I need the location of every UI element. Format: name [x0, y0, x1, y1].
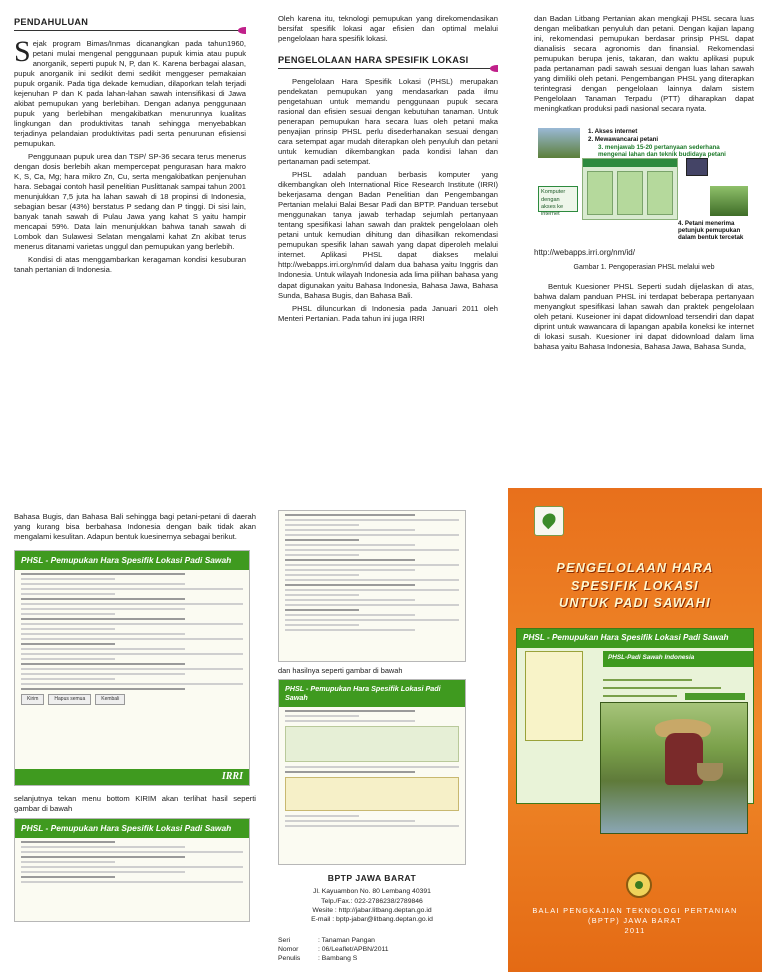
- paragraph: Bahasa Bugis, dan Bahasa Bali sehingga bagi petani-petani di daerah yang kurang bisa berbahasa Indonesia dengan baik tidak akan mengalami kesulitan. Adapun bentuk kuesinernya sebagai berikut.: [14, 512, 256, 542]
- recommendation-screenshot: PHSL - Pemupukan Hara Spesifik Lokasi Padi Sawah: [278, 679, 466, 865]
- paragraph: Kondisi di atas menggambarkan keragaman kondisi kesuburan tanah pertanian di Indonesia.: [14, 255, 246, 275]
- agency-logo-icon: [534, 506, 564, 536]
- photo-internet-icon: [538, 128, 580, 158]
- kembali-button[interactable]: Kembali: [95, 694, 125, 705]
- bottom-column-1: [14, 512, 256, 972]
- farmer-photo: [600, 702, 748, 834]
- figure-caption: Gambar 1. Pengoperasian PHSL melalui web: [573, 263, 715, 271]
- paragraph: Oleh karena itu, teknologi pemupukan yang direkomendasikan bersifat spesifik lokasi agar efisien dan optimal melalui pengelolaan hara spesifik lokasi.: [278, 14, 498, 44]
- photo-farmer-icon: [710, 186, 748, 216]
- heading-dot-icon: [238, 27, 246, 34]
- paragraph: Bentuk Kuesioner PHSL Seperti sudah dijelaskan di atas, bahwa dalam panduan PHSL ini terdapat beberapa pertanyaan menyangkut spesifikasi lahan sawah dan praktek pengelolaan oleh petani. Kuseioner ini dapat didownload tersendiri dan dapat diprint untuk wawancara di lapangan apabila koneksi ke internet di lokasi susah. Kuesioner ini dapat didownload dalam lima bahasa yaitu Bahasa Indonesia, Bahasa Jawa, Bahasa Sunda,: [534, 281, 754, 352]
- bottom-column-2: [278, 510, 466, 972]
- paragraph: Sejak program Bimas/Inmas dicanangkan pada tahun1960, petani mulai mengenal penggunaan pupuk kimia atau pupuk anorganik, seperti pupuk N, P, dan K. Karena berbagai alasan, pupuk anorganik ini sedikit demi sedikit menggeser pemakaian pupuk organik. Pada tiga dekade kemudian, dilaporkan telah terjadi kejenuhan P dan K pada lahan-lahan sawah intensifikasi di Jawa akibat pemupukan yang berlebihan. Dengan adanya penggunaan pupuk yang berlebihan mengakibatkan menurunnya kualitas lingkungan dan produktivitas tanah sehingga menyebabkan terjadinya pelandaian produktivitas padi serta penurunan efisiensi pemupukan.: [14, 35, 246, 149]
- paragraph: selanjutnya tekan menu bottom KIRIM akan terlihat hasil seperti gambar di bawah: [14, 794, 256, 814]
- paragraph: dan Badan Litbang Pertanian akan mengkaji PHSL secara luas dengan melibatkan penyuluh dan petani. Dengan kajian lapang ini, rekomendasi pemupukan berdasar prinsip PHSL dapat dianalisis secara agronomis dan finansial. Rekomendasi pemupukan berupa jenis, takaran, dan waktu aplikasi pupuk pada pertanaman padi sawah sesuai dengan luas lahan sawah yang dimiliki oleh petani. Pengembangan PHSL yang diterapkan terintegrasi dengan pengelolaan lainnya dalam sistem Pengelolaan Tanaman Terpadu (PTT) diharapkan dapat meningkatkan produksi padi nasional secara nyata.: [534, 14, 754, 114]
- contact-block: BPTP JAWA BARAT Jl. Kayuambon No. 80 Lembang 40391 Telp./Fax.: 022-2786238/2789846 Wesite : http://jabar.litbang.deptan.go.id E-mail : bptp-jabar@litbang.deptan.go.id: [278, 873, 466, 924]
- computer-icon: [686, 158, 708, 176]
- paragraph: Penggunaan pupuk urea dan TSP/ SP-36 secara terus menerus dengan dosis berlebih akan mempercepat pengurasan hara makro K, S, Ca, Mg; hara mikro Zn, Cu, serta mengakibatkan penjenuhan hara. Sebagai contoh hasil penelitian Puslittanak sampai tahun 2001 menunjukkan 7,5 juta ha lahan sawah di 18 propinsi di Indonesia, sebagian besar (43%) berstatus P sedang dan P tinggi. Di sisi lain, banyak tanah sawah di Pulau Jawa yang kahat S yaitu hampir mencapai 59%. Data lain menunjukkan bahwa tanah sawah di Lombok dan Sulawesi Selatan mengalami kahat Zn akibat terus menerus ditanami varietas unggul dan pemupukan yang berlebih.: [14, 152, 246, 252]
- org-name: BPTP JAWA BARAT: [327, 872, 417, 883]
- email-link[interactable]: E-mail : bptp-jabar@litbang.deptan.go.id: [311, 915, 433, 923]
- cover-title: PENGELOLAAN HARA SPESIFIK LOKASI UNTUK PADI SAWAHI: [556, 561, 714, 611]
- ministry-seal-icon: [626, 872, 652, 898]
- institution-name: BALAI PENGKAJIAN TEKNOLOGI PERTANIAN (BPTP) JAWA BARAT 2011: [532, 906, 738, 935]
- questionnaire-list-screenshot: [278, 510, 466, 662]
- paragraph: Pengelolaan Hara Spesifik Lokasi (PHSL) merupakan pendekatan pemupukan yang mendasarkan pada ilmu pengetahuan untuk memandu penggunaan pupuk secara rasional dan efisien sesuai dengan kebutuhan tanaman. Untuk penerapan pemupukan hara secara luas oleh petani maka penyajian prinsip PHSL perlu disederhanakan sesuai dengan cara setempat agar mudah diterapkan oleh penyuluh dan petani untuk kemudian dikembangkan pada kondisi lahan dan pertanaman padi setempat.: [278, 77, 498, 167]
- drop-cap: S: [14, 35, 31, 69]
- section-heading-pendahuluan: PENDAHULUAN: [14, 16, 246, 31]
- kirim-button[interactable]: Kirim: [21, 694, 44, 705]
- paragraph: PHSL diluncurkan di Indonesia pada Januari 2011 oleh Menteri Pertanian. Pada tahun ini juga IRRI: [278, 303, 498, 323]
- paragraph: PHSL adalah panduan berbasis komputer yang dikembangkan oleh International Rice Research Institute (IRRI) bekerjasama dengan Badan Penelitian dan Pengembangan Pertanian melalui Balai Besar Padi dan BPTP. Panduan tersebut menggunakan tanya jawab terhadap sejumlah pertanyaan tentang spesifikasi lahan sawah dan praktek pengelolaan oleh petani untuk kemudian dihitung dan dihasilkan rekomendasi pemupukan spesifik lahan sawah yang dapat diperoleh melalui internet. Aplikasi PHSL dapat diakses melalui http://webapps.irri.org/nm/id dalam dua bahasa yaitu Inggris dan Indonesia. Untuk wilayah Indonesia ada lima pilihan bahasa yang dapat digunakan yaitu Bahasa Indonesia, Bahasa Jawa, Bahasa Sunda, Bahasa Bugis, dan Bahasa Bali.: [278, 170, 498, 300]
- publication-meta: Seri : Tanaman Pangan Nomor : 06/Leaflet/APBN/2011 Penulis : Bambang S: [278, 937, 389, 963]
- irri-logo: IRRI: [221, 771, 243, 783]
- cover-screenshot: PHSL - Pemupukan Hara Spesifik Lokasi Padi Sawah PHSL-Padi Sawah Indonesia: [516, 628, 754, 804]
- paragraph: dan hasilnya seperti gambar di bawah: [278, 666, 403, 675]
- basket-icon: [697, 763, 723, 781]
- screenshot-footer: [15, 769, 249, 785]
- speech-bubble: [525, 651, 583, 741]
- section-heading-phsl: PENGELOLAAN HARA SPESIFIK LOKASI: [278, 54, 498, 69]
- cover-panel: [508, 488, 762, 972]
- cover-background: [508, 488, 762, 972]
- result-screenshot: PHSL - Pemupukan Hara Spesifik Lokasi Padi Sawah: [14, 818, 250, 922]
- figure-url[interactable]: http://webapps.irri.org/nm/id/: [534, 248, 635, 258]
- hapus-semua-button[interactable]: Hapus semua: [48, 694, 91, 705]
- screenshot-thumbnail: [582, 158, 678, 220]
- questionnaire-screenshot: PHSL - Pemupukan Hara Spesifik Lokasi Padi Sawah Kirim Hapus semua Kembali IRRI: [14, 550, 250, 786]
- column-kuesioner: [534, 14, 754, 462]
- website-link[interactable]: Wesite : http://jabar.litbang.deptan.go.id: [312, 906, 432, 914]
- column-phsl: [278, 14, 498, 462]
- figure-phsl-web: 1. Akses internet 2. Mewawancarai petani 3. menjawab 15-20 pertanyaan sederhana mengenai lahan dan teknik budidaya petani Komputer dengan akses ke internet 4. Petani menerima petunjuk pemupukan dalam bentuk tercetak: [538, 128, 750, 246]
- column-pendahuluan: [14, 14, 246, 462]
- heading-dot-icon: [490, 65, 498, 72]
